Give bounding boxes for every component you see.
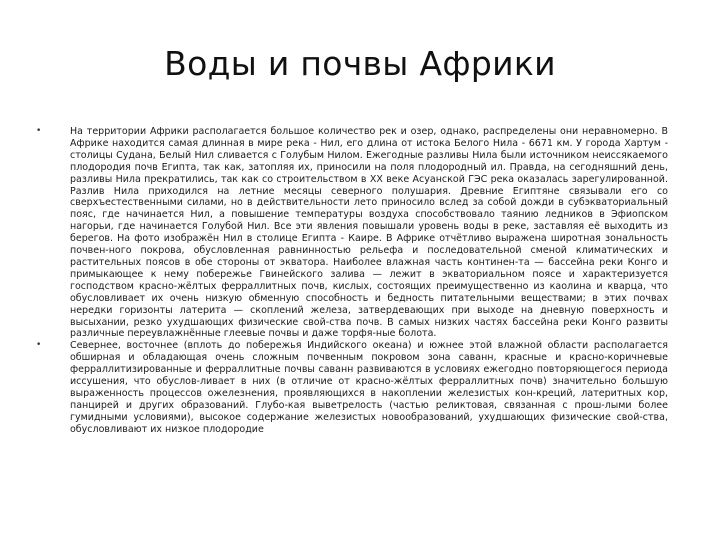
bullet-marker: • xyxy=(36,340,42,351)
bullet-text: Севернее, восточнее (вплоть до побережья Индийского океана) и южнее этой влажной области располагается обширная и обладающая очень сложным почвенным покровом зона саванн, красные и красно-коричневые ферраллитизированные и ферраллитные почвы саванн развиваются в условиях ежегодно повторяющегося периода иссушения, что обуслов-ливает в них (в отличие от красно-жёлтых ферраллитных почв) значительно большую выраженность процессов ожелезнения, проявляющихся в накоплении железистых кон-креций, латеритных кор, панцирей и других образований. Глубо-кая выветрелость (частью реликтовая, связанная с прош-лыми более гумидными условиями), высокое содержание железистых новообразований, ухудшающих физические свой-ства, обусловливают их низкое плодородие xyxy=(70,340,668,435)
bullet-marker: • xyxy=(36,126,42,136)
bullet-text: На территории Африки располагается большое количество рек и озер, однако, распределены они неравномерно. В Африке находится самая длинная в мире река - Нил, его длина от истока Белого Нила - 6671 км. У города Хартум - столицы Судана, Белый Нил сливается с Голубым Нилом. Ежегодные разливы Нила были источником неиссякаемого плодородия почв Египта, так как, затопляя их, приносили на поля плодородный ил. Правда, на сегодняшний день, разливы Нила прекратились, так как со строительством в XX веке Асуанской ГЭС река оказалась зарегулированной. Разлив Нила приходился на летние месяцы северного полушария. Древние Египтяне связывали его со сверхъестественными силами, но в действительности лето приносило вслед за собой дожди в субэкваториальный пояс, где начинается Нил, а повышение температуры воздуха способствовало таянию ледников в Эфиопском нагорьи, где начинается Голубой Нил. Все эти явления повышали уровень воды в реке, заставляя её выходить из берегов. На фото изображён Нил в столице Египта - Каире. В Африке отчётливо выражена широтная зональность почвен-ного покрова, обусловленная равнинностью рельефа и последовательной сменой климатических и растительных поясов в обе стороны от экватора. Наиболее влажная часть континен-та — бассейна реки Конго и примыкающее к нему побережье Гвинейского залива — лежит в экваториальном поясе и характеризуется господством красно-жёлтых ферраллитных почв, кислых, состоящих преимущественно из каолина и кварца, что обусловливает их очень низкую обменную способность и бедность питательными веществами; в этих почвах нередки горизонты латерита — скоплений железа, затвердевающих при выходе на дневную поверхность и высыхании, резко ухудшающих физические свой-ства почв. В самых низких частях бассейна реки Конго развиты различные переувлажнённые глеевые почвы и даже торфя-ные болота. xyxy=(70,126,668,340)
bullet-list xyxy=(36,126,668,436)
bullet-item-savanna xyxy=(36,340,668,435)
slide-title: Воды и почвы Африки xyxy=(164,44,556,83)
bullet-item-nile xyxy=(36,126,668,340)
